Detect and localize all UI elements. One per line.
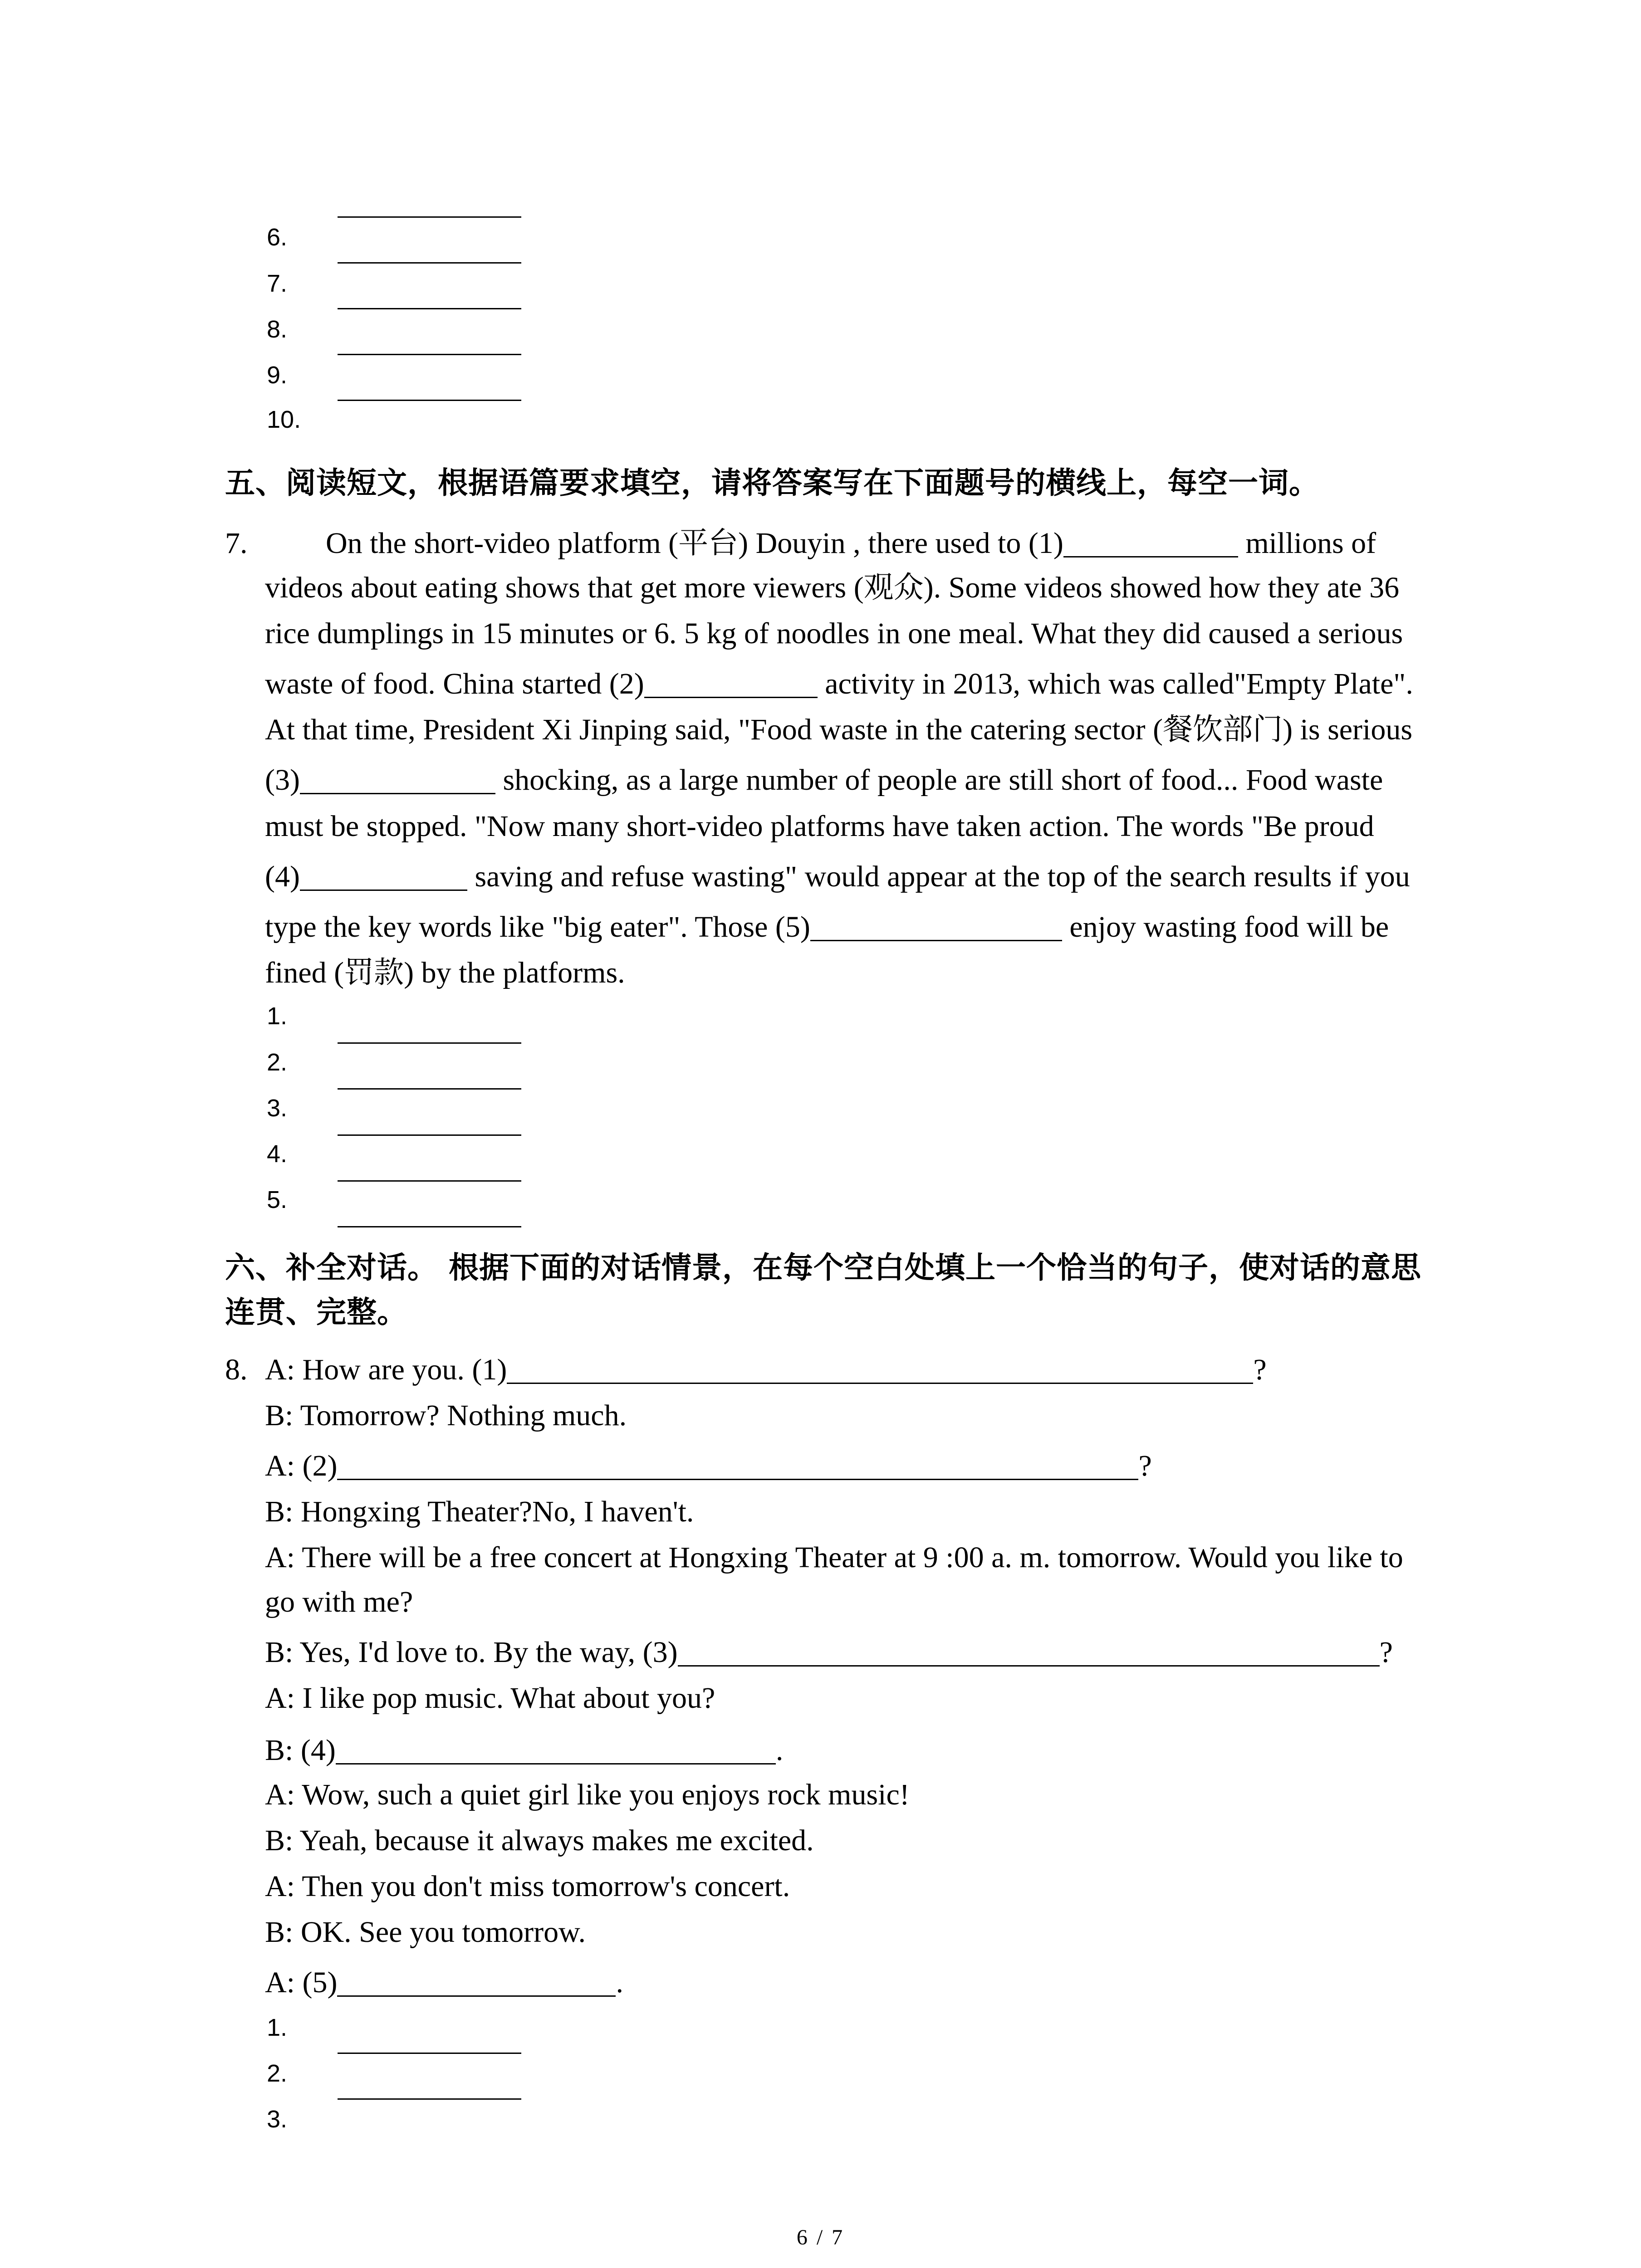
answer-blank [678, 1665, 1380, 1667]
answer-line [338, 216, 521, 218]
answer-blank [300, 890, 467, 891]
answer-line [338, 1180, 521, 1182]
section-heading-continued: 连贯、完整。 [225, 1294, 407, 1330]
answer-number: 4. [267, 1140, 288, 1168]
answer-number: 1. [267, 1002, 288, 1030]
dialogue-line [265, 1585, 413, 1619]
passage-text: rice dumplings in 15 minutes or 6. 5 kg of noodles in one meal. What they did caused a serious [265, 617, 1403, 650]
dialogue-line [265, 1915, 586, 1950]
answer-line [338, 1134, 521, 1136]
page-number: 6 / 7 [796, 2225, 845, 2249]
answer-line [338, 308, 521, 309]
dialogue-line [265, 1495, 694, 1529]
dialogue-text: ? [1138, 1449, 1152, 1482]
dialogue-text: ? [1379, 1636, 1393, 1669]
answer-blank [1063, 556, 1238, 557]
dialogue-text: . [775, 1734, 784, 1767]
answer-number: 2. [267, 2060, 288, 2087]
passage-line [265, 571, 1399, 605]
dialogue-text: go with me? [265, 1585, 413, 1618]
passage-text: (3) [265, 763, 300, 797]
section-heading: 五、阅读短文，根据语篇要求填空，请将答案写在下面题号的横线上，每空一词。 [225, 465, 1319, 500]
answer-number: 9. [267, 362, 288, 389]
dialogue-text: A: Wow, such a quiet girl like you enjoys rock music! [265, 1778, 910, 1811]
answer-number: 6. [267, 224, 288, 251]
dialogue-line [265, 1635, 1393, 1670]
dialogue-text: A: Then you don't miss tomorrow's concert. [265, 1870, 790, 1903]
passage-text: fined (罚款) by the platforms. [265, 956, 625, 989]
passage-line [265, 860, 1410, 894]
answer-line [338, 1226, 521, 1227]
question-number: 8. [225, 1353, 248, 1386]
passage-text: type the key words like "big eater". Those (5) [265, 910, 810, 943]
answer-line [338, 400, 521, 401]
dialogue-text: A: (5) [265, 1966, 338, 1999]
dialogue-text: B: OK. See you tomorrow. [265, 1916, 586, 1949]
section-heading: 六、补全对话。 根据下面的对话情景，在每个空白处填上一个恰当的句子，使对话的意思 [225, 1250, 1421, 1285]
passage-text: On the short-video platform (平台) Douyin , there used to (1) [326, 527, 1063, 560]
passage-text: must be stopped. "Now many short-video platforms have taken action. The words "Be proud [265, 810, 1374, 843]
answer-blank [337, 1479, 1138, 1480]
answer-line [338, 1042, 521, 1044]
answer-number: 10. [267, 406, 301, 433]
dialogue-text: A: (2) [265, 1449, 338, 1482]
dialogue-text: A: There will be a free concert at Hongxing Theater at 9 :00 a. m. tomorrow. Would you like to [265, 1541, 1403, 1574]
answer-number: 8. [267, 316, 288, 343]
passage-text: enjoy wasting food will be [1062, 910, 1389, 943]
answer-blank [300, 793, 495, 794]
passage-line [265, 713, 1412, 747]
passage-line [265, 809, 1374, 844]
passage-text: At that time, President Xi Jinping said, "Food waste in the catering sector (餐饮部门) is serious [265, 713, 1413, 746]
passage-line [265, 616, 1403, 651]
dialogue-line [265, 1778, 910, 1812]
dialogue-text: B: Tomorrow? Nothing much. [265, 1399, 627, 1432]
dialogue-text: . [616, 1966, 623, 1999]
passage-text: (4) [265, 860, 300, 893]
passage-text: shocking, as a large number of people are still short of food... Food waste [495, 763, 1383, 797]
question-number: 7. [225, 527, 248, 560]
dialogue-line [265, 1965, 623, 2000]
answer-number: 3. [267, 2106, 288, 2133]
answer-blank [810, 940, 1062, 941]
answer-number: 5. [267, 1186, 288, 1213]
answer-line [338, 1088, 521, 1090]
answer-blank [336, 1763, 776, 1765]
passage-line [326, 526, 1376, 561]
dialogue-text: B: Yes, I'd love to. By the way, (3) [265, 1636, 678, 1669]
dialogue-line [265, 1823, 814, 1858]
dialogue-text: A: I like pop music. What about you? [265, 1681, 715, 1715]
passage-line [265, 763, 1383, 797]
dialogue-text: B: Hongxing Theater?No, I haven't. [265, 1495, 694, 1528]
answer-number: 2. [267, 1049, 288, 1076]
answer-line [338, 262, 521, 264]
passage-line [265, 910, 1389, 944]
dialogue-text: A: How are you. (1) [265, 1353, 507, 1386]
answer-line [338, 2098, 521, 2100]
answer-line [338, 354, 521, 355]
passage-line [265, 956, 625, 990]
answer-number: 7. [267, 270, 288, 297]
answer-blank [507, 1383, 1253, 1384]
dialogue-line [265, 1353, 1267, 1387]
answer-blank [644, 697, 818, 698]
passage-text: millions of [1238, 527, 1376, 560]
dialogue-line [265, 1540, 1403, 1575]
dialogue-line [265, 1733, 783, 1768]
passage-text: videos about eating shows that get more viewers (观众). Some videos showed how they ate 36 [265, 571, 1400, 604]
answer-line [338, 2053, 521, 2054]
passage-line [265, 667, 1413, 701]
dialogue-line [265, 1869, 790, 1904]
answer-blank [337, 1995, 616, 1997]
answer-number: 1. [267, 2014, 288, 2041]
dialogue-line [265, 1449, 1152, 1483]
dialogue-line [265, 1681, 715, 1716]
answer-number: 3. [267, 1095, 288, 1122]
dialogue-text: ? [1253, 1353, 1267, 1386]
passage-text: activity in 2013, which was called"Empty Plate". [817, 667, 1413, 700]
passage-text: saving and refuse wasting" would appear at the top of the search results if you [467, 860, 1410, 893]
passage-text: waste of food. China started (2) [265, 667, 644, 700]
dialogue-line [265, 1398, 627, 1433]
dialogue-text: B: Yeah, because it always makes me excited. [265, 1824, 814, 1857]
dialogue-text: B: (4) [265, 1734, 336, 1767]
